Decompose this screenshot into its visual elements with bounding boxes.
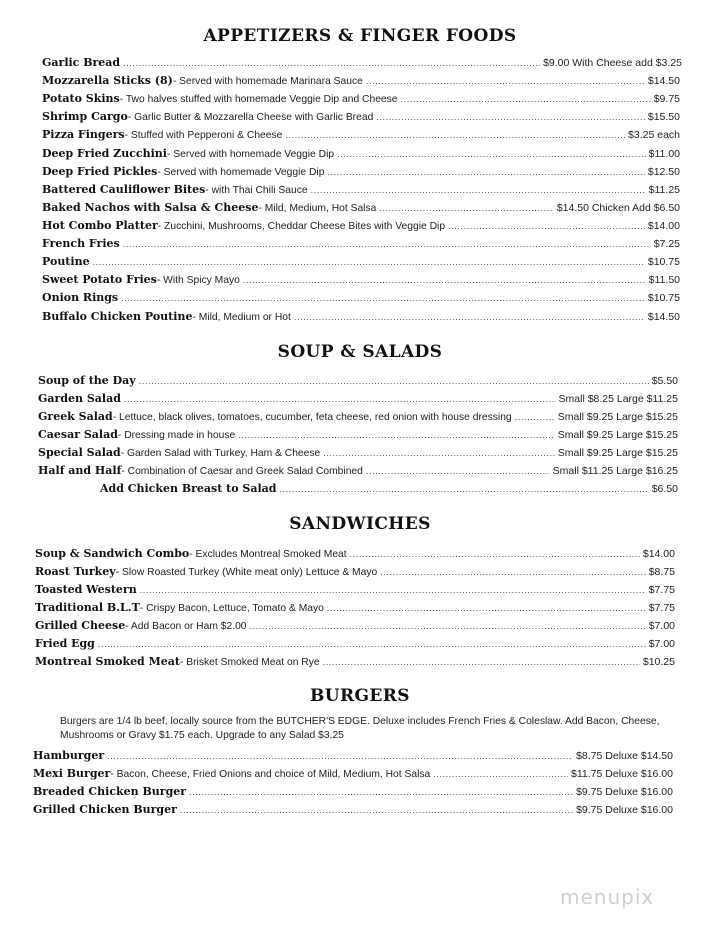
leader-dots	[93, 254, 645, 270]
menu-item-baked-nachos	[42, 200, 680, 216]
leader-dots	[311, 182, 646, 198]
leader-dots	[140, 582, 646, 598]
menu-item-garlic-bread	[42, 55, 682, 71]
item-price: $15.50	[647, 111, 680, 123]
item-price: $7.00	[648, 638, 675, 650]
menu-item-shrimp-cargo	[42, 109, 680, 125]
item-price: $9.75	[653, 93, 680, 105]
menu-item-mexi-burger	[33, 766, 673, 782]
item-desc: - Two halves stuffed with homemade Veggie Dip and Cheese	[119, 94, 398, 105]
leader-dots	[401, 91, 651, 107]
item-name: Hamburger	[33, 749, 105, 762]
soups-title: SOUP & SALADS	[277, 342, 443, 362]
item-name: Grilled Cheese	[35, 619, 126, 632]
item-name: Hot Combo Platter	[42, 219, 158, 232]
leader-dots	[448, 218, 645, 234]
item-name: Fried Egg	[35, 637, 95, 650]
leader-dots	[366, 73, 645, 89]
burgers-title: BURGERS	[309, 686, 410, 706]
leader-dots	[279, 481, 648, 497]
item-price: $11.50	[648, 274, 680, 286]
leader-dots	[139, 373, 649, 389]
menupix-watermark: menupix	[560, 885, 655, 909]
menu-item-garden-salad	[38, 391, 678, 407]
item-price: Small $9.25 Large $15.25	[557, 429, 678, 441]
leader-dots	[380, 564, 645, 580]
menu-item-hamburger	[33, 748, 673, 764]
item-desc: - Crispy Bacon, Lettuce, Tomato & Mayo	[139, 603, 324, 614]
item-price: Small $11.25 Large $16.25	[552, 465, 678, 477]
item-desc: - Served with homemade Veggie Dip	[166, 149, 335, 160]
item-name: Baked Nachos with Salsa & Cheese	[42, 201, 259, 214]
menu-item-greek-salad	[38, 409, 678, 425]
burgers-note: Burgers are 1/4 lb beef, locally source from the BUTCHER'S EDGE. Deluxe includes French Fries & Coleslaw. Add Bacon, Cheese, Mushrooms or Gravy $1.75 each. Upgrade to any Salad $3.25	[60, 716, 660, 741]
menu-item-soup-sandwich-combo	[35, 546, 675, 562]
item-desc: - Combination of Caesar and Greek Salad Combined	[121, 466, 363, 477]
item-name: Breaded Chicken Burger	[33, 785, 187, 798]
item-price: $7.75	[648, 584, 675, 596]
item-desc: - Mild, Medium or Hot	[192, 312, 291, 323]
item-price: $14.00	[647, 220, 680, 232]
item-desc: - Bacon, Cheese, Fried Onions and choice of Mild, Medium, Hot Salsa	[110, 769, 431, 780]
item-name: Traditional B.L.T	[35, 601, 140, 614]
menu-item-toasted-western	[35, 582, 675, 598]
leader-dots	[250, 618, 646, 634]
menu-item-hot-combo-platter	[42, 218, 680, 234]
item-desc: - Garlic Butter & Mozzarella Cheese with Garlic Bread	[127, 112, 374, 123]
item-price: $9.75 Deluxe $16.00	[576, 786, 673, 798]
item-price: $8.75	[648, 566, 675, 578]
item-name: Special Salad	[38, 446, 121, 459]
leader-dots	[121, 290, 645, 306]
item-name: Deep Fried Zucchini	[42, 147, 167, 160]
menu-item-mozzarella-sticks	[42, 73, 680, 89]
item-price: $14.50	[647, 311, 680, 323]
menu-item-cauliflower-bites	[42, 182, 680, 198]
leader-dots	[107, 748, 573, 764]
menu-item-soup-of-the-day	[38, 373, 678, 389]
leader-dots	[350, 546, 640, 562]
item-name: Greek Salad	[38, 410, 113, 423]
item-price: $10.75	[647, 256, 680, 268]
item-name: Battered Cauliflower Bites	[42, 183, 206, 196]
menu-item-traditional-blt	[35, 600, 675, 616]
item-name: Pizza Fingers	[42, 128, 125, 141]
menu-item-onion-rings	[42, 290, 680, 306]
leader-dots	[123, 55, 540, 71]
leader-dots	[124, 391, 556, 407]
item-desc: - Served with homemade Veggie Dip	[157, 167, 325, 178]
item-price: $9.00 With Cheese add $3.25	[543, 57, 682, 69]
item-price: $9.75 Deluxe $16.00	[576, 804, 673, 816]
item-desc: - Brisket Smoked Meat on Rye	[179, 657, 320, 668]
leader-dots	[180, 802, 573, 818]
item-name: Soup of the Day	[38, 374, 136, 387]
item-name: Half and Half	[38, 464, 122, 477]
sandwiches-title: SANDWICHES	[289, 514, 431, 534]
menu-item-fried-egg	[35, 636, 675, 652]
menu-item-potato-skins	[42, 91, 680, 107]
item-desc: - Zucchini, Mushrooms, Cheddar Cheese Bites with Veggie Dip	[157, 221, 446, 232]
item-price: $12.50	[647, 166, 680, 178]
menu-item-grilled-cheese	[35, 618, 675, 634]
item-name: Caesar Salad	[38, 428, 118, 441]
leader-dots	[243, 272, 646, 288]
leader-dots	[327, 600, 646, 616]
item-name: Garlic Bread	[42, 56, 121, 69]
item-price: Small $9.25 Large $15.25	[557, 447, 678, 459]
item-desc: - Stuffed with Pepperoni & Cheese	[124, 130, 283, 141]
item-price: $14.00	[642, 548, 675, 560]
item-name: Deep Fried Pickles	[42, 165, 158, 178]
leader-dots	[327, 164, 644, 180]
item-price: $11.25	[648, 184, 680, 196]
menu-item-deep-fried-zucchini	[42, 146, 680, 162]
item-price: $10.25	[642, 656, 675, 668]
leader-dots	[123, 236, 651, 252]
item-desc: - Served with homemade Marinara Sauce	[172, 76, 363, 87]
menu-item-roast-turkey	[35, 564, 675, 580]
leader-dots	[379, 200, 553, 216]
item-name: Add Chicken Breast to Salad	[100, 482, 277, 495]
leader-dots	[515, 409, 555, 425]
item-price: $10.75	[647, 292, 680, 304]
item-name: Mexi Burger	[33, 767, 111, 780]
item-price: $5.50	[651, 375, 678, 387]
leader-dots	[285, 127, 625, 143]
item-desc: - Add Bacon or Ham $2.00	[125, 621, 247, 632]
menu-item-caesar-salad	[38, 427, 678, 443]
menu-item-grilled-chicken-burger	[33, 802, 673, 818]
menu-item-add-chicken-breast	[100, 481, 678, 497]
item-name: Grilled Chicken Burger	[33, 803, 177, 816]
item-desc: - With Spicy Mayo	[156, 275, 240, 286]
item-price: $7.75	[648, 602, 675, 614]
item-name: Garden Salad	[38, 392, 121, 405]
leader-dots	[323, 654, 640, 670]
menu-item-french-fries	[42, 236, 680, 252]
menu-item-sweet-potato-fries	[42, 272, 680, 288]
item-price: Small $8.25 Large $11.25	[558, 393, 678, 405]
item-desc: - Slow Roasted Turkey (White meat only) Lettuce & Mayo	[115, 567, 378, 578]
leader-dots	[376, 109, 645, 125]
item-price: $11.00	[648, 148, 680, 160]
item-name: Potato Skins	[42, 92, 120, 105]
item-name: Shrimp Cargo	[42, 110, 128, 123]
item-name: Montreal Smoked Meat	[35, 655, 180, 668]
leader-dots	[433, 766, 568, 782]
menu-item-half-and-half	[38, 463, 678, 479]
menu-item-buffalo-chicken-poutine	[42, 309, 680, 325]
item-price: $7.00	[648, 620, 675, 632]
menu-item-pizza-fingers	[42, 127, 680, 143]
item-price: Small $9.25 Large $15.25	[557, 411, 678, 423]
item-name: Sweet Potato Fries	[42, 273, 157, 286]
menu-item-montreal-smoked-meat	[35, 654, 675, 670]
item-name: Onion Rings	[42, 291, 119, 304]
item-name: Mozzarella Sticks (8)	[42, 74, 173, 87]
item-desc: - Garden Salad with Turkey, Ham & Cheese	[120, 448, 321, 459]
item-name: Toasted Western	[35, 583, 137, 596]
item-desc: - with Thai Chili Sauce	[205, 185, 308, 196]
item-desc: - Lettuce, black olives, tomatoes, cucumber, feta cheese, red onion with house dressing	[112, 412, 512, 423]
item-price: $3.25 each	[628, 129, 680, 141]
item-name: Soup & Sandwich Combo	[35, 547, 190, 560]
item-price: $7.25	[653, 238, 680, 250]
item-desc: - Dressing made in house	[117, 430, 236, 441]
leader-dots	[189, 784, 573, 800]
item-price: $11.75 Deluxe $16.00	[571, 768, 673, 780]
item-name: Roast Turkey	[35, 565, 116, 578]
leader-dots	[294, 309, 645, 325]
appetizers-title: APPETIZERS & FINGER FOODS	[203, 26, 517, 46]
leader-dots	[337, 146, 646, 162]
menu-item-special-salad	[38, 445, 678, 461]
item-price: $14.50 Chicken Add $6.50	[556, 202, 680, 214]
item-price: $6.50	[651, 483, 678, 495]
menu-item-breaded-chicken-burger	[33, 784, 673, 800]
leader-dots	[323, 445, 554, 461]
item-desc: - Excludes Montreal Smoked Meat	[189, 549, 347, 560]
item-name: Buffalo Chicken Poutine	[42, 310, 193, 323]
menu-item-poutine	[42, 254, 680, 270]
item-name: Poutine	[42, 255, 90, 268]
leader-dots	[98, 636, 646, 652]
item-price: $14.50	[647, 75, 680, 87]
leader-dots	[366, 463, 550, 479]
leader-dots	[238, 427, 554, 443]
menu-item-deep-fried-pickles	[42, 164, 680, 180]
item-desc: - Mild, Medium, Hot Salsa	[258, 203, 377, 214]
item-name: French Fries	[42, 237, 120, 250]
item-price: $8.75 Deluxe $14.50	[576, 750, 673, 762]
